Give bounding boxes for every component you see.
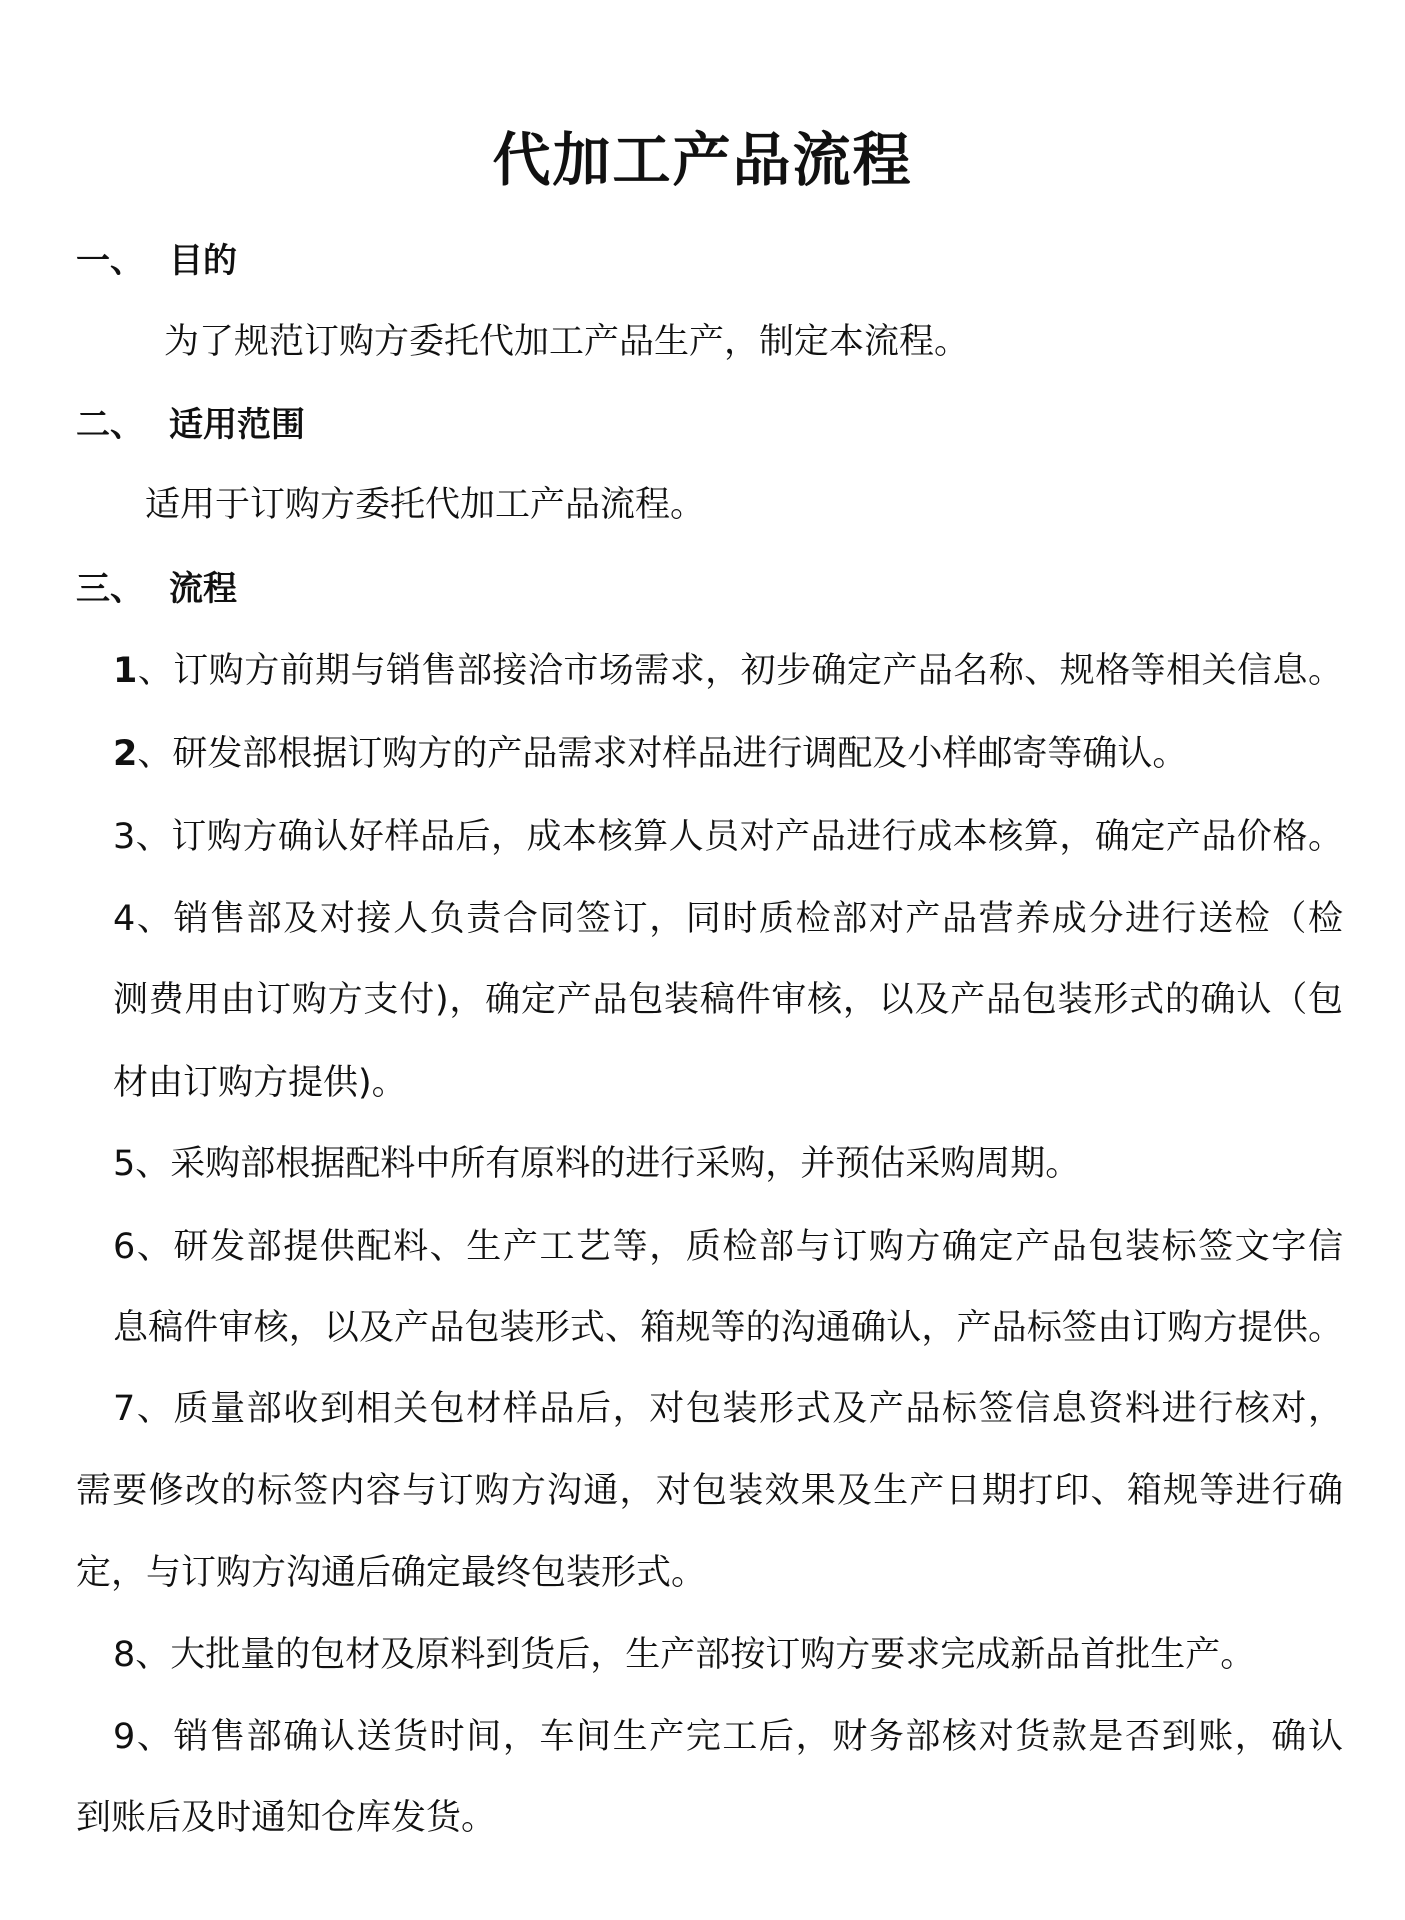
step-text: 质量部收到相关包材样品后，对包装形式及产品标签信息资料进行核对， (173, 1389, 1343, 1429)
step-sep: 、 (135, 1717, 174, 1757)
section-number-2: 二、 (76, 405, 144, 445)
step-4-line-2: 测费用由订购方支付)，确定产品包装稿件审核，以及产品包装形式的确认（包 (113, 980, 1343, 1020)
step-text: 采购部根据配料中所有原料的进行采购，并预估采购周期。 (170, 1144, 1081, 1184)
step-text: 订购方前期与销售部接洽市场需求，初步确定产品名称、规格等相关信息。 (173, 651, 1343, 691)
step-7 (113, 1386, 1343, 1432)
step-sep: 、 (137, 651, 174, 691)
step-4-line-3: 材由订购方提供)。 (113, 1063, 407, 1103)
step-text: 大批量的包材及原料到货后，生产部按订购方要求完成新品首批生产。 (170, 1635, 1256, 1675)
step-number: 6 (113, 1227, 136, 1267)
section-heading-process: 流程 (169, 569, 237, 609)
step-3 (113, 814, 1343, 860)
step-text: 销售部及对接人负责合同签订，同时质检部对产品营养成分进行送检（检 (173, 899, 1343, 939)
step-2 (113, 731, 1187, 777)
step-text: 订购方确认好样品后，成本核算人员对产品进行成本核算，确定产品价格。 (171, 817, 1343, 857)
step-9-line-2: 到账后及时通知仓库发货。 (76, 1798, 497, 1838)
step-sep: 、 (135, 1635, 171, 1675)
section-number-3: 三、 (76, 569, 144, 609)
step-number: 3 (113, 817, 136, 857)
step-number: 5 (113, 1144, 136, 1184)
document-title: 代加工产品流程 (492, 126, 913, 194)
step-5 (113, 1141, 1080, 1187)
scope-text: 适用于订购方委托代加工产品流程。 (145, 485, 706, 525)
step-sep: 、 (137, 734, 173, 774)
step-number: 7 (113, 1389, 136, 1429)
step-sep: 、 (135, 817, 172, 857)
step-sep: 、 (135, 1144, 171, 1184)
section-heading-purpose: 目的 (169, 241, 237, 281)
step-text: 研发部根据订购方的产品需求对样品进行调配及小样邮寄等确认。 (172, 734, 1188, 774)
step-number: 2 (113, 734, 138, 774)
step-sep: 、 (135, 899, 174, 939)
step-number: 8 (113, 1635, 136, 1675)
step-9 (113, 1714, 1343, 1760)
step-6 (113, 1224, 1343, 1270)
step-8 (113, 1632, 1255, 1678)
step-text: 销售部确认送货时间，车间生产完工后，财务部核对货款是否到账，确认 (173, 1717, 1343, 1757)
step-sep: 、 (135, 1227, 174, 1267)
purpose-text: 为了规范订购方委托代加工产品生产，制定本流程。 (164, 322, 970, 362)
step-number: 4 (113, 899, 136, 939)
step-sep: 、 (135, 1389, 174, 1429)
step-number: 1 (113, 651, 138, 691)
step-7-line-2: 需要修改的标签内容与订购方沟通，对包装效果及生产日期打印、箱规等进行确 (76, 1471, 1343, 1511)
step-7-line-3: 定，与订购方沟通后确定最终包装形式。 (76, 1553, 707, 1593)
step-number: 9 (113, 1717, 136, 1757)
step-6-line-2: 息稿件审核，以及产品包装形式、箱规等的沟通确认，产品标签由订购方提供。 (113, 1308, 1343, 1348)
section-number-1: 一、 (76, 241, 144, 281)
section-heading-scope: 适用范围 (169, 405, 305, 445)
step-text: 研发部提供配料、生产工艺等，质检部与订购方确定产品包装标签文字信 (173, 1227, 1343, 1267)
step-1 (113, 648, 1343, 694)
step-4 (113, 896, 1343, 942)
